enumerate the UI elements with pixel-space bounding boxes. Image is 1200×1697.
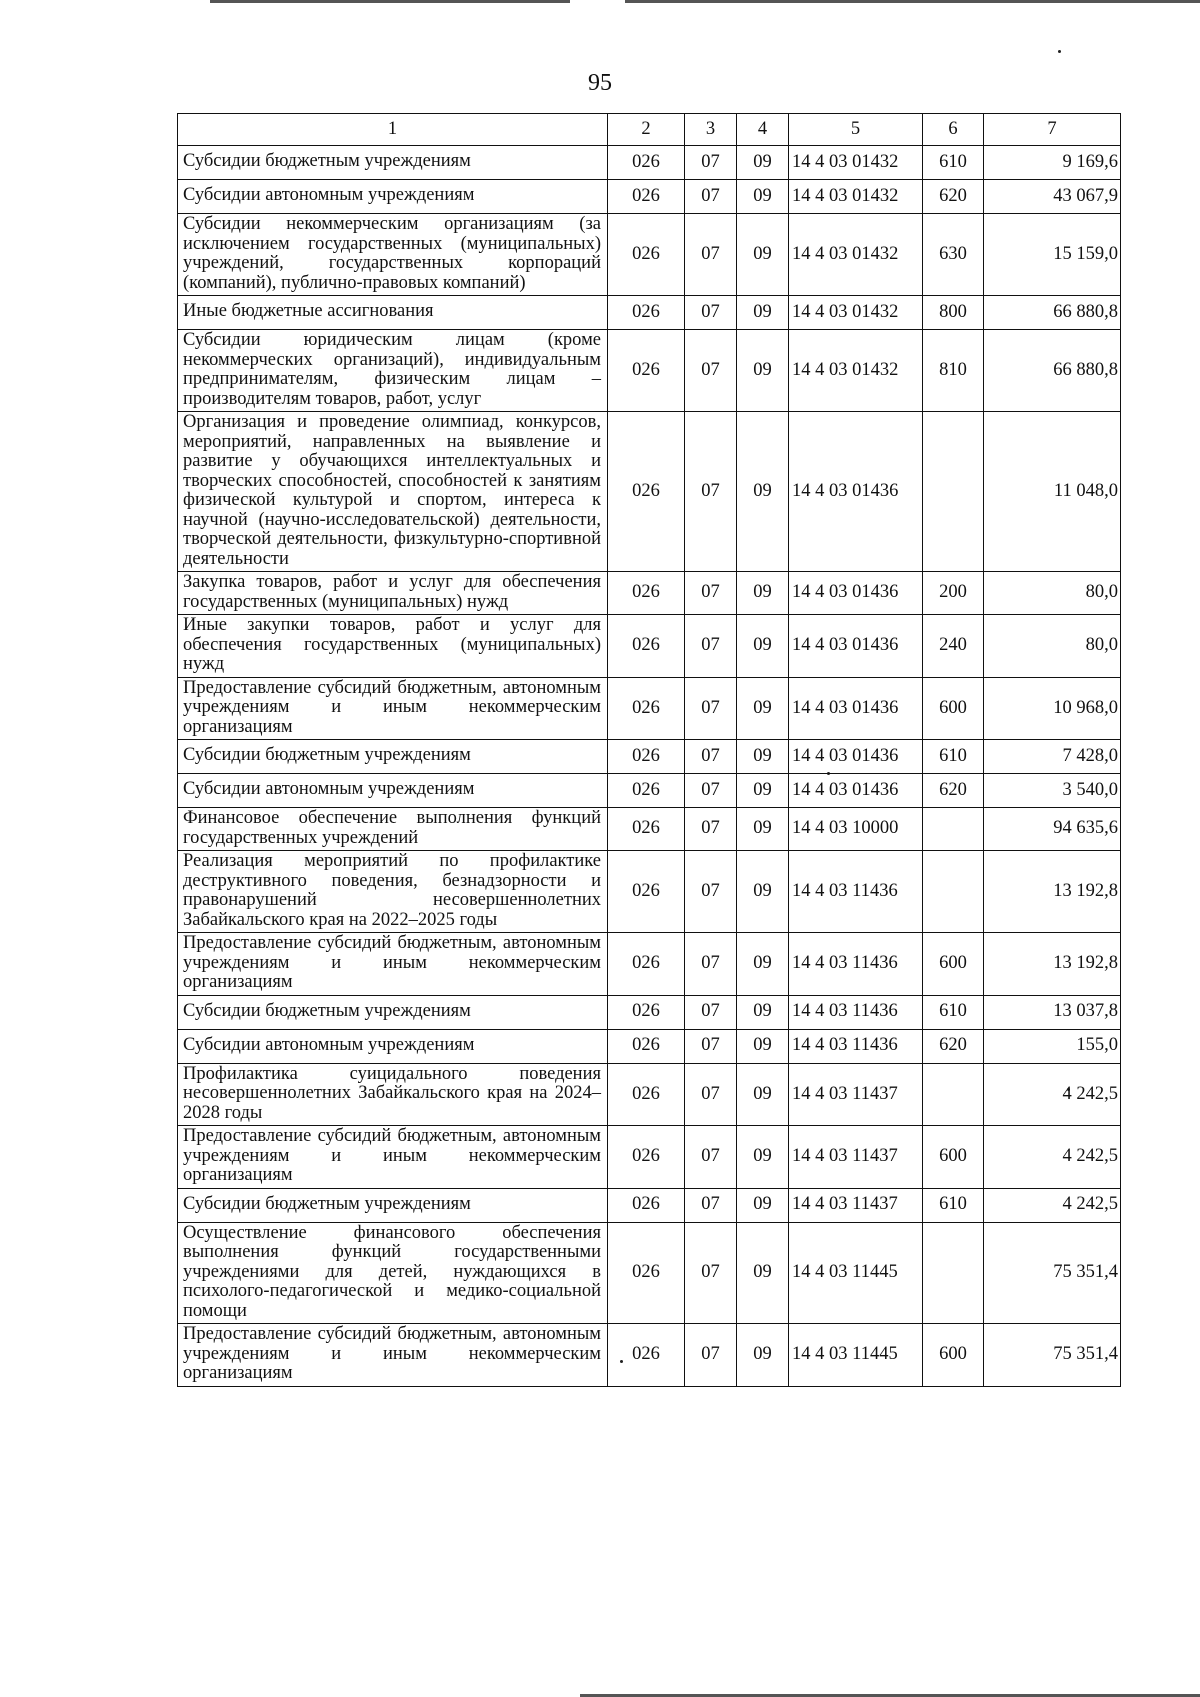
expense-type-code	[923, 808, 984, 851]
table-row	[178, 572, 1121, 615]
section-code: 07	[685, 615, 737, 678]
amount: 155,0	[984, 1029, 1121, 1063]
ministry-code: 026	[608, 296, 685, 330]
target-article-code: 14 4 03 11437	[789, 1063, 923, 1126]
amount: 4 242,5	[984, 1126, 1121, 1189]
table-row	[178, 1063, 1121, 1126]
section-code: 07	[685, 330, 737, 412]
expense-type-code	[923, 412, 984, 572]
item-name: Субсидии бюджетным учреждениям	[178, 146, 608, 180]
subsection-code: 09	[737, 1324, 789, 1387]
table-row	[178, 851, 1121, 933]
expense-type-code: 600	[923, 1324, 984, 1387]
scan-edge-top-left	[210, 0, 570, 3]
item-name: Предоставление субсидий бюджетным, автономным учреждениям и иным некоммерческим организациям	[178, 677, 608, 740]
subsection-code: 09	[737, 851, 789, 933]
column-header: 2	[608, 114, 685, 146]
table-row	[178, 214, 1121, 296]
table-row	[178, 412, 1121, 572]
amount: 9 169,6	[984, 146, 1121, 180]
section-code: 07	[685, 851, 737, 933]
target-article-code: 14 4 03 01436	[789, 615, 923, 678]
expense-type-code: 810	[923, 330, 984, 412]
item-name: Профилактика суицидального поведения несовершеннолетних Забайкальского края на 2024–2028 годы	[178, 1063, 608, 1126]
subsection-code: 09	[737, 615, 789, 678]
subsection-code: 09	[737, 214, 789, 296]
ministry-code: 026	[608, 1324, 685, 1387]
table-row	[178, 677, 1121, 740]
table-row	[178, 615, 1121, 678]
item-name: Финансовое обеспечение выполнения функций государственных учреждений	[178, 808, 608, 851]
amount: 75 351,4	[984, 1324, 1121, 1387]
section-code: 07	[685, 1222, 737, 1324]
column-header: 1	[178, 114, 608, 146]
subsection-code: 09	[737, 740, 789, 774]
amount: 80,0	[984, 572, 1121, 615]
expense-type-code: 600	[923, 933, 984, 996]
item-name: Субсидии юридическим лицам (кроме некоммерческих организаций), индивидуальным предпринимателям, физическим лицам – производителям товаров, работ, услуг	[178, 330, 608, 412]
ministry-code: 026	[608, 214, 685, 296]
amount: 94 635,6	[984, 808, 1121, 851]
expense-type-code: 200	[923, 572, 984, 615]
table-row	[178, 330, 1121, 412]
target-article-code: 14 4 03 01436	[789, 412, 923, 572]
section-code: 07	[685, 1063, 737, 1126]
expense-type-code: 620	[923, 774, 984, 808]
item-name: Субсидии бюджетным учреждениям	[178, 740, 608, 774]
item-name: Организация и проведение олимпиад, конкурсов, мероприятий, направленных на выявление и развитие у обучающихся интеллектуальных и творческих способностей, способностей к занятиям физической культурой и спортом, интереса к научной (научно-исследовательской) деятельности, творческой деятельности, физкультурно-спортивной деятельности	[178, 412, 608, 572]
amount: 13 037,8	[984, 995, 1121, 1029]
section-code: 07	[685, 572, 737, 615]
table-row	[178, 933, 1121, 996]
target-article-code: 14 4 03 01436	[789, 774, 923, 808]
expense-type-code	[923, 1222, 984, 1324]
section-code: 07	[685, 180, 737, 214]
amount: 13 192,8	[984, 933, 1121, 996]
expense-type-code	[923, 1063, 984, 1126]
subsection-code: 09	[737, 1222, 789, 1324]
subsection-code: 09	[737, 180, 789, 214]
column-header: 3	[685, 114, 737, 146]
item-name: Субсидии бюджетным учреждениям	[178, 1188, 608, 1222]
scan-speck	[1058, 50, 1061, 53]
item-name: Предоставление субсидий бюджетным, автономным учреждениям и иным некоммерческим организациям	[178, 1126, 608, 1189]
expense-type-code: 620	[923, 1029, 984, 1063]
target-article-code: 14 4 03 01436	[789, 572, 923, 615]
section-code: 07	[685, 933, 737, 996]
subsection-code: 09	[737, 995, 789, 1029]
target-article-code: 14 4 03 11436	[789, 1029, 923, 1063]
ministry-code: 026	[608, 995, 685, 1029]
item-name: Субсидии автономным учреждениям	[178, 180, 608, 214]
target-article-code: 14 4 03 11437	[789, 1188, 923, 1222]
item-name: Реализация мероприятий по профилактике деструктивного поведения, безнадзорности и правонарушений несовершеннолетних Забайкальского края на 2022–2025 годы	[178, 851, 608, 933]
section-code: 07	[685, 412, 737, 572]
item-name: Субсидии бюджетным учреждениям	[178, 995, 608, 1029]
item-name: Субсидии автономным учреждениям	[178, 1029, 608, 1063]
ministry-code: 026	[608, 1126, 685, 1189]
expense-type-code: 610	[923, 1188, 984, 1222]
item-name: Иные бюджетные ассигнования	[178, 296, 608, 330]
ministry-code: 026	[608, 146, 685, 180]
table-row	[178, 296, 1121, 330]
page-number: 95	[588, 70, 612, 96]
amount: 4 242,5	[984, 1188, 1121, 1222]
expense-type-code: 610	[923, 740, 984, 774]
target-article-code: 14 4 03 11445	[789, 1324, 923, 1387]
ministry-code: 026	[608, 774, 685, 808]
expense-type-code: 610	[923, 995, 984, 1029]
ministry-code: 026	[608, 851, 685, 933]
target-article-code: 14 4 03 01432	[789, 330, 923, 412]
table-row	[178, 1222, 1121, 1324]
section-code: 07	[685, 296, 737, 330]
section-code: 07	[685, 1126, 737, 1189]
subsection-code: 09	[737, 1188, 789, 1222]
ministry-code: 026	[608, 1063, 685, 1126]
expense-type-code: 600	[923, 677, 984, 740]
table-row	[178, 1324, 1121, 1387]
expense-type-code: 620	[923, 180, 984, 214]
subsection-code: 09	[737, 572, 789, 615]
section-code: 07	[685, 146, 737, 180]
subsection-code: 09	[737, 330, 789, 412]
item-name: Предоставление субсидий бюджетным, автономным учреждениям и иным некоммерческим организациям	[178, 933, 608, 996]
section-code: 07	[685, 1029, 737, 1063]
ministry-code: 026	[608, 615, 685, 678]
table-row	[178, 180, 1121, 214]
table-row	[178, 146, 1121, 180]
target-article-code: 14 4 03 11436	[789, 851, 923, 933]
expense-type-code: 630	[923, 214, 984, 296]
ministry-code: 026	[608, 180, 685, 214]
target-article-code: 14 4 03 01436	[789, 740, 923, 774]
item-name: Осуществление финансового обеспечения выполнения функций государственными учреждениями для детей, нуждающихся в психолого-педагогической и медико-социальной помощи	[178, 1222, 608, 1324]
target-article-code: 14 4 03 01436	[789, 677, 923, 740]
table-row	[178, 1126, 1121, 1189]
section-code: 07	[685, 1324, 737, 1387]
item-name: Субсидии некоммерческим организациям (за исключением государственных (муниципальных) учреждений, государственных корпораций (компаний), публично-правовых компаний)	[178, 214, 608, 296]
amount: 80,0	[984, 615, 1121, 678]
amount: 15 159,0	[984, 214, 1121, 296]
amount: 66 880,8	[984, 296, 1121, 330]
amount: 75 351,4	[984, 1222, 1121, 1324]
expense-type-code: 240	[923, 615, 984, 678]
item-name: Предоставление субсидий бюджетным, автономным учреждениям и иным некоммерческим организациям	[178, 1324, 608, 1387]
ministry-code: 026	[608, 330, 685, 412]
amount: 66 880,8	[984, 330, 1121, 412]
subsection-code: 09	[737, 296, 789, 330]
amount: 7 428,0	[984, 740, 1121, 774]
item-name: Иные закупки товаров, работ и услуг для обеспечения государственных (муниципальных) нужд	[178, 615, 608, 678]
target-article-code: 14 4 03 01432	[789, 214, 923, 296]
table-row	[178, 774, 1121, 808]
table-row	[178, 1188, 1121, 1222]
table-row	[178, 740, 1121, 774]
target-article-code: 14 4 03 11437	[789, 1126, 923, 1189]
column-header: 4	[737, 114, 789, 146]
target-article-code: 14 4 03 10000	[789, 808, 923, 851]
subsection-code: 09	[737, 1126, 789, 1189]
expense-type-code: 610	[923, 146, 984, 180]
amount: 4 242,5	[984, 1063, 1121, 1126]
section-code: 07	[685, 677, 737, 740]
target-article-code: 14 4 03 01432	[789, 146, 923, 180]
item-name: Субсидии автономным учреждениям	[178, 774, 608, 808]
section-code: 07	[685, 214, 737, 296]
expense-type-code: 800	[923, 296, 984, 330]
section-code: 07	[685, 808, 737, 851]
subsection-code: 09	[737, 146, 789, 180]
ministry-code: 026	[608, 808, 685, 851]
item-name: Закупка товаров, работ и услуг для обеспечения государственных (муниципальных) нужд	[178, 572, 608, 615]
subsection-code: 09	[737, 1063, 789, 1126]
ministry-code: 026	[608, 1222, 685, 1324]
amount: 43 067,9	[984, 180, 1121, 214]
scan-edge-top-right	[625, 0, 1200, 3]
ministry-code: 026	[608, 740, 685, 774]
subsection-code: 09	[737, 774, 789, 808]
amount: 3 540,0	[984, 774, 1121, 808]
expense-type-code	[923, 851, 984, 933]
expense-type-code: 600	[923, 1126, 984, 1189]
subsection-code: 09	[737, 808, 789, 851]
subsection-code: 09	[737, 933, 789, 996]
section-code: 07	[685, 995, 737, 1029]
ministry-code: 026	[608, 412, 685, 572]
ministry-code: 026	[608, 1188, 685, 1222]
section-code: 07	[685, 740, 737, 774]
table-body	[178, 146, 1121, 1387]
ministry-code: 026	[608, 572, 685, 615]
ministry-code: 026	[608, 933, 685, 996]
column-header: 5	[789, 114, 923, 146]
table-header-row	[178, 114, 1121, 146]
target-article-code: 14 4 03 11436	[789, 933, 923, 996]
target-article-code: 14 4 03 01432	[789, 180, 923, 214]
amount: 10 968,0	[984, 677, 1121, 740]
subsection-code: 09	[737, 1029, 789, 1063]
table-row	[178, 995, 1121, 1029]
target-article-code: 14 4 03 01432	[789, 296, 923, 330]
column-header: 6	[923, 114, 984, 146]
target-article-code: 14 4 03 11445	[789, 1222, 923, 1324]
section-code: 07	[685, 774, 737, 808]
target-article-code: 14 4 03 11436	[789, 995, 923, 1029]
section-code: 07	[685, 1188, 737, 1222]
amount: 13 192,8	[984, 851, 1121, 933]
amount: 11 048,0	[984, 412, 1121, 572]
subsection-code: 09	[737, 412, 789, 572]
budget-table	[177, 113, 1121, 1387]
subsection-code: 09	[737, 677, 789, 740]
table-row	[178, 1029, 1121, 1063]
column-header: 7	[984, 114, 1121, 146]
ministry-code: 026	[608, 1029, 685, 1063]
table-row	[178, 808, 1121, 851]
ministry-code: 026	[608, 677, 685, 740]
